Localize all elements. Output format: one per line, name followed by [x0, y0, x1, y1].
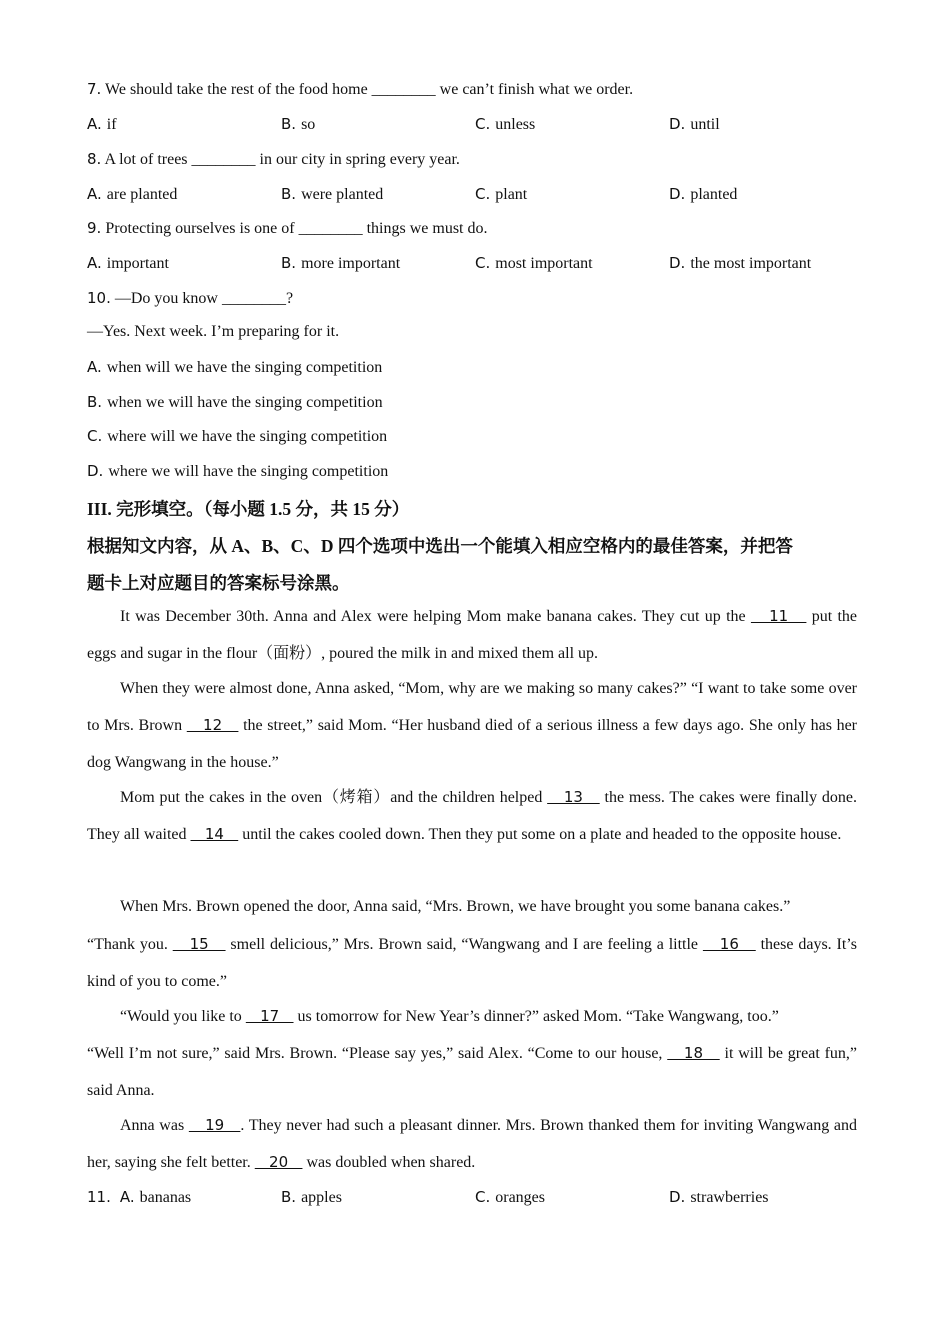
question-9	[87, 219, 488, 238]
passage-paragraph-5: “Thank you. 15 smell delicious,” Mrs. Brown said, “Wangwang and I are feeling a little 16 these days. It’s kind of you to come.”	[87, 935, 857, 990]
blank-17: 17	[245, 1007, 294, 1025]
passage-paragraph-4: When Mrs. Brown opened the door, Anna said, “Mrs. Brown, we have brought you some banana cakes.”	[120, 898, 791, 915]
option-c: C. plant	[475, 185, 528, 203]
blank-15: 15	[172, 935, 226, 953]
question-8	[87, 150, 460, 169]
question-stem: A lot of trees ________ in our city in spring every year.	[104, 151, 460, 168]
question-number: 9.	[87, 219, 102, 237]
option-c: C. where will we have the singing competition	[87, 427, 388, 445]
option-a: A. if	[87, 115, 117, 133]
question-reply: —Yes. Next week. I’m preparing for it.	[87, 323, 340, 340]
option-d: D. planted	[669, 185, 738, 203]
blank-14: 14	[190, 825, 239, 843]
question-number: 10.	[87, 289, 111, 307]
option-b: B. when we will have the singing competition	[87, 393, 383, 411]
question-number: 8.	[87, 150, 102, 168]
blank-12: 12	[186, 716, 239, 734]
option-b: B. apples	[281, 1188, 342, 1206]
section-instruction-cont: 题卡上对应题目的答案标号涂黑。	[87, 573, 350, 593]
question-number: 11.	[87, 1188, 111, 1206]
question-11-option-a: 11. A. bananas	[87, 1188, 192, 1206]
question-number: 7.	[87, 80, 102, 98]
option-d: D. the most important	[669, 254, 812, 272]
blank-16: 16	[702, 935, 756, 953]
option-b: B. were planted	[281, 185, 384, 203]
passage-paragraph-6: “Would you like to 17 us tomorrow for New Year’s dinner?” asked Mom. “Take Wangwang, too.”	[120, 1007, 779, 1025]
passage-paragraph-8: Anna was 19 . They never had such a pleasant dinner. Mrs. Brown thanked them for inviting Wangwang and her, saying she felt better. 20 was doubled when shared.	[87, 1116, 857, 1171]
blank-13: 13	[547, 788, 600, 806]
question-7	[87, 80, 633, 99]
blank-19: 19	[188, 1116, 241, 1134]
option-c: C. most important	[475, 254, 593, 272]
option-c: C. oranges	[475, 1188, 546, 1206]
section-title: III. 完形填空。（每小题 1.5 分，共 15 分）	[87, 499, 410, 519]
option-d: D. where we will have the singing competition	[87, 462, 389, 480]
option-a: A. are planted	[87, 185, 178, 203]
option-a: A. when will we have the singing competition	[87, 358, 383, 376]
option-b: B. so	[281, 115, 316, 133]
option-c: C. unless	[475, 115, 536, 133]
blank-11: 11	[750, 607, 807, 625]
question-stem: Protecting ourselves is one of ________ things we must do.	[105, 220, 488, 237]
passage-paragraph-2: When they were almost done, Anna asked, “Mom, why are we making so many cakes?” “I want to take some over to Mrs. Brown 12 the street,” said Mom. “Her husband died of a serious illness a few days ago. She only has her dog Wangwang in the house.”	[87, 680, 858, 771]
question-10	[87, 289, 293, 308]
passage-paragraph-3: Mom put the cakes in the oven（烤箱）and the children helped 13 the mess. The cakes were finally done. They all waited 14 until the cakes cooled down. Then they put some on a plate and headed to the opposite house.	[87, 788, 858, 843]
passage-paragraph-1: It was December 30th. Anna and Alex were helping Mom make banana cakes. They cut up the 11 put the eggs and sugar in the flour（面粉）, poured the milk in and mixed them all up.	[87, 607, 857, 662]
question-stem: We should take the rest of the food home ________ we can’t finish what we order.	[105, 81, 634, 98]
option-d: D. strawberries	[669, 1188, 769, 1206]
option-d: D. until	[669, 115, 720, 133]
option-a: A. important	[87, 254, 169, 272]
question-stem: —Do you know ________?	[114, 290, 294, 307]
blank-18: 18	[667, 1044, 720, 1062]
section-instruction: 根据知文内容，从 A、B、C、D 四个选项中选出一个能填入相应空格内的最佳答案，并把答	[87, 536, 793, 556]
blank-20: 20	[254, 1153, 303, 1171]
option-b: B. more important	[281, 254, 401, 272]
passage-paragraph-7: “Well I’m not sure,” said Mrs. Brown. “Please say yes,” said Alex. “Come to our house, 18 it will be great fun,” said Anna.	[87, 1044, 857, 1099]
